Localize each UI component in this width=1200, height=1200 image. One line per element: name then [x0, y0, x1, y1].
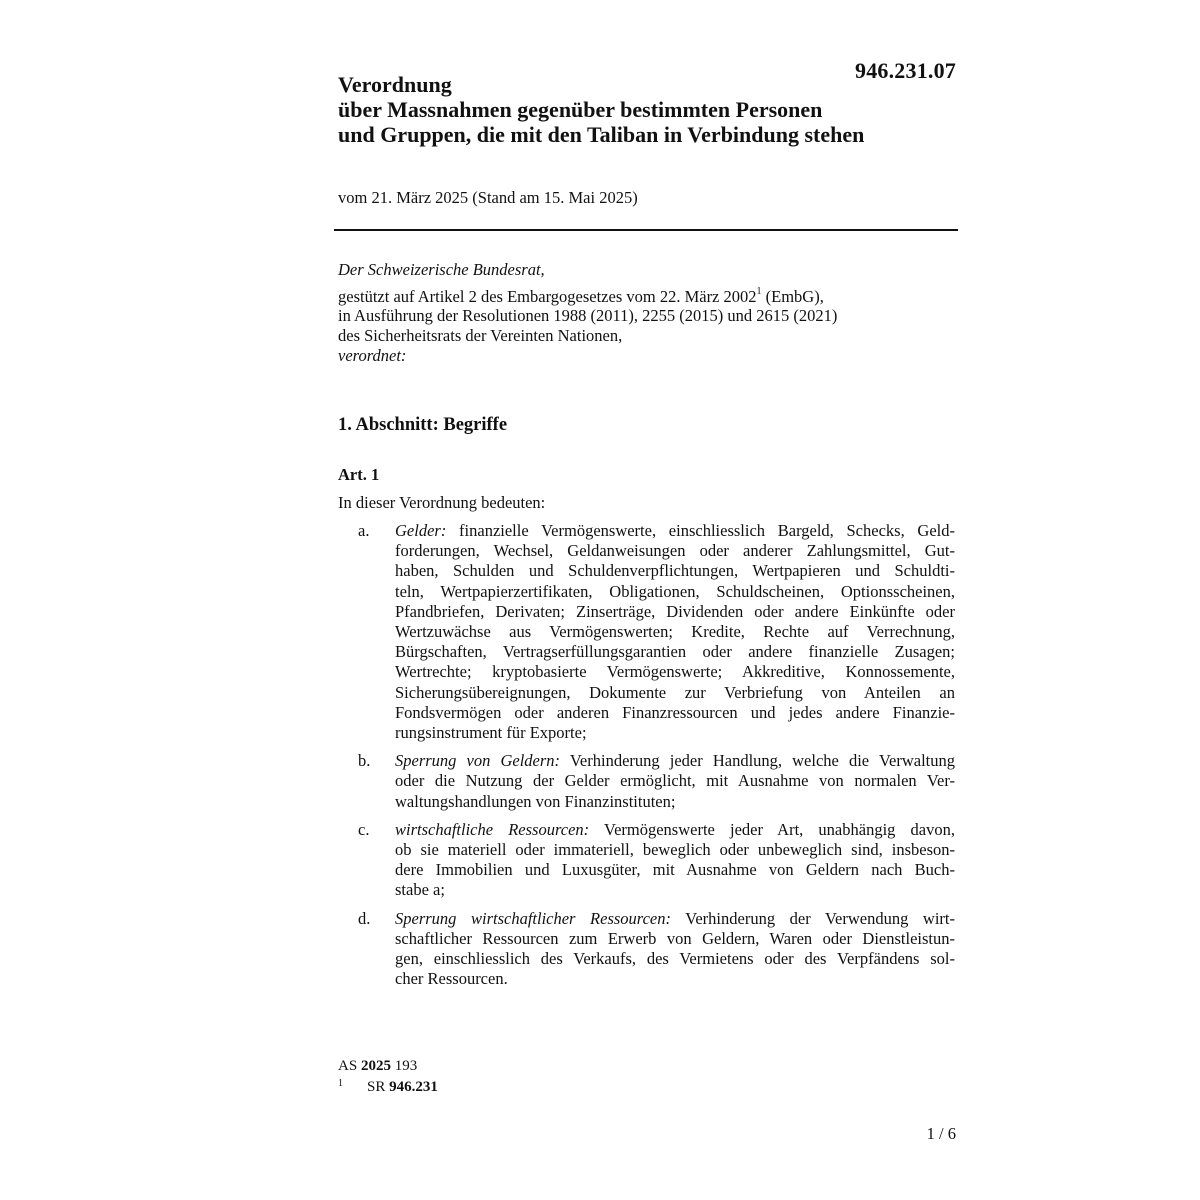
definition-line: Wertrechte; kryptobasierte Vermögenswerte; Akkreditive, Konnossemente, — [395, 662, 955, 682]
definition-text: finanzielle Vermögenswerte, einschliesslich Bargeld, Schecks, Geld- — [446, 521, 955, 540]
definition-line: gen, einschliesslich des Verkaufs, des Vermietens oder des Verpfändens sol- — [395, 949, 955, 969]
definition-line — [395, 751, 955, 771]
definition-item — [338, 820, 958, 901]
definition-line: teln, Wertpapierzertifikaten, Obligationen, Schuldscheinen, Optionsscheinen, — [395, 581, 955, 601]
definition-item — [338, 909, 958, 990]
definition-line: rungsinstrument für Exporte; — [395, 723, 587, 743]
footnote-sr-prefix: SR — [367, 1079, 390, 1095]
footnote — [338, 1079, 438, 1096]
as-year: 2025 — [360, 1058, 391, 1074]
definition-term: Sperrung wirtschaftlicher Ressourcen: — [395, 908, 671, 928]
definition-letter: a. — [358, 521, 370, 540]
definition-item — [338, 521, 958, 743]
page-number: 1 / 6 — [926, 1124, 956, 1143]
definition-text: Verhinderung jeder Handlung, welche die Verwaltung — [560, 751, 956, 771]
definition-line: oder die Nutzung der Gelder ermöglicht, mit Ausnahme von normalen Ver- — [395, 771, 955, 791]
definition-term: wirtschaftliche Ressourcen: — [395, 819, 590, 839]
sr-number: 946.231.07 — [855, 58, 956, 83]
legal-basis-abbrev: (EmbG), — [761, 286, 824, 306]
title-divider — [334, 229, 958, 231]
article-heading: Art. 1 — [338, 465, 380, 484]
title-line: und Gruppen, die mit den Taliban in Verbindung stehen — [338, 122, 865, 147]
legal-basis-text: gestützt auf Artikel 2 des Embargogesetzes vom 22. März 2002 — [338, 286, 757, 306]
legal-basis-line — [338, 287, 958, 307]
definition-term: Gelder: — [395, 521, 447, 540]
definition-line: haben, Schulden und Schuldenverpflichtungen, Wertpapieren und Schuldti- — [395, 561, 955, 581]
as-number: 193 — [390, 1058, 418, 1074]
definition-line: forderungen, Wechsel, Geldanweisungen oder anderer Zahlungsmittel, Gut- — [395, 541, 955, 561]
definition-body — [395, 909, 955, 990]
definition-letter: b. — [358, 751, 371, 771]
definition-line — [395, 820, 955, 840]
definition-line: cher Ressourcen. — [395, 969, 508, 989]
definition-body — [395, 820, 955, 901]
definition-line: Wertzuwächse aus Vermögenswerten; Kredite, Rechte auf Verrechnung, — [395, 622, 955, 642]
definition-line: Bürgschaften, Vertragserfüllungsgarantien oder andere finanzielle Zusagen; — [395, 642, 955, 662]
definition-letter: c. — [358, 819, 370, 839]
title-line: Verordnung — [338, 72, 452, 97]
definition-line: schaftlicher Ressourcen zum Erwerb von Geldern, Waren oder Dienstleistun- — [395, 928, 955, 948]
definition-line — [395, 521, 955, 541]
definition-line: Pfandbriefen, Derivaten; Zinserträge, Dividenden oder andere Einkünfte oder — [395, 601, 955, 621]
date-line: vom 21. März 2025 (Stand am 15. Mai 2025) — [338, 188, 638, 207]
definition-line: stabe a; — [395, 880, 445, 900]
definition-list — [338, 521, 958, 997]
definition-text: Vermögenswerte jeder Art, unabhängig davon, — [589, 819, 955, 839]
definition-body — [395, 751, 955, 812]
definition-item — [338, 751, 958, 812]
footnote-sr-number: 946.231 — [389, 1079, 438, 1095]
council-line: des Sicherheitsrats der Vereinten Nationen, — [338, 325, 623, 345]
footnote-mark: 1 — [338, 1078, 343, 1089]
definition-line: Sicherungsübereignungen, Dokumente zur Verbriefung von Anteilen an — [395, 682, 955, 702]
issuer: Der Schweizerische Bundesrat, — [338, 260, 545, 279]
definition-letter: d. — [358, 908, 371, 928]
document-title — [338, 72, 958, 147]
definition-body — [395, 521, 955, 743]
title-line: über Massnahmen gegenüber bestimmten Personen — [338, 97, 823, 122]
decrees: verordnet: — [338, 346, 407, 365]
footnote-ref[interactable]: 1 — [756, 286, 762, 297]
as-prefix: AS — [338, 1058, 361, 1074]
definition-line: ob sie materiell oder immateriell, beweglich oder unbeweglich sind, insbeson- — [395, 840, 955, 860]
official-collection-ref — [338, 1058, 417, 1075]
definition-term: Sperrung von Geldern: — [395, 751, 561, 771]
article-intro: In dieser Verordnung bedeuten: — [338, 493, 546, 512]
section-heading: 1. Abschnitt: Begriffe — [338, 415, 508, 435]
definition-text: Verhinderung der Verwendung wirt- — [671, 908, 956, 928]
preamble — [338, 260, 958, 366]
definition-line — [395, 909, 955, 929]
definition-line: waltungshandlungen von Finanzinstituten; — [395, 791, 676, 811]
definition-line: dere Immobilien und Luxusgüter, mit Ausnahme von Geldern nach Buch- — [395, 860, 955, 880]
resolution-line: in Ausführung der Resolutionen 1988 (2011), 2255 (2015) und 2615 (2021) — [338, 306, 838, 325]
definition-line: Fondsvermögen oder anderen Finanzressourcen und jedes andere Finanzie- — [395, 702, 955, 722]
